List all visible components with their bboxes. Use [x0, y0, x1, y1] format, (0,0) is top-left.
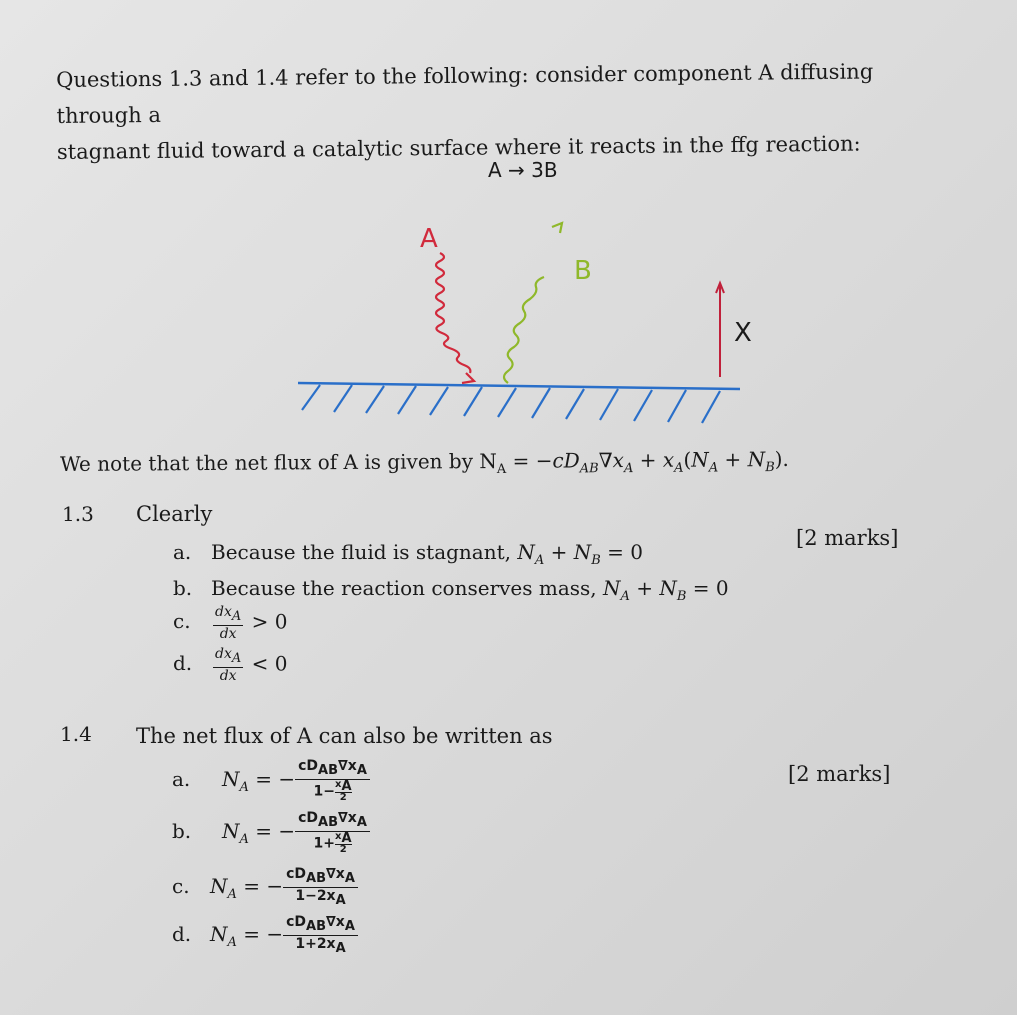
question-1-4-option-c[interactable]: c. $N_A$ = − $\frac{cD_{AB}\nabla x_A}{1-2x_A}$	[172, 866, 358, 909]
catalytic-surface-line	[298, 383, 740, 389]
option-a-label: a.	[173, 540, 192, 564]
net-flux-note-formula: = $-cD_{AB}\nabla x_A + x_A(N_A + N_B)$.	[512, 446, 789, 477]
question-1-3-number: 1.3	[62, 502, 94, 526]
intro-line-1: Questions 1.3 and 1.4 refer to the following: consider component A diffusing through a	[56, 59, 874, 128]
question-1-4-number: 1.4	[60, 722, 92, 746]
intro-line-2: stagnant fluid toward a catalytic surface where it reacts in the ffg reaction:	[56, 131, 861, 164]
question-1-4-marks: [2 marks]	[788, 762, 891, 786]
option-c-label: c.	[172, 873, 190, 898]
intro-text	[56, 53, 957, 170]
question-1-3-option-a[interactable]: a. Because the fluid is stagnant, $N_A + N_B = 0$	[173, 540, 644, 568]
option-c-label: c.	[173, 609, 191, 634]
question-1-3-option-d[interactable]	[173, 646, 287, 684]
option-c-relation: > 0	[251, 609, 288, 634]
option-b-text: Because the reaction conserves mass,	[211, 576, 597, 600]
flux-fraction-d: $\frac{cD_{AB}\nabla x_A}{1+2x_A}$	[283, 914, 358, 957]
species-b-arrowhead	[552, 223, 562, 233]
x-axis-label: X	[734, 318, 752, 348]
question-1-3-option-c[interactable]	[173, 604, 287, 642]
question-1-3-title: Clearly	[136, 502, 213, 526]
question-1-3-marks: [2 marks]	[796, 526, 899, 550]
species-b-label: B	[574, 256, 592, 286]
catalytic-surface-diagram	[290, 215, 750, 430]
dxa-dx-fraction: $\frac{dx_A}{dx}$	[215, 646, 242, 684]
option-a-label: a.	[172, 766, 191, 791]
question-1-4-title: The net flux of A can also be written as	[136, 724, 553, 748]
question-1-4-option-d[interactable]: d. $N_A$ = − $\frac{cD_{AB}\nabla x_A}{1+2x_A}$	[172, 914, 358, 957]
species-a-wave	[436, 253, 470, 373]
net-flux-note-text: We note that the net flux of A is given by N	[60, 448, 497, 476]
reaction-equation: A → 3B	[488, 158, 558, 182]
dxa-dx-fraction: $\frac{dx_A}{dx}$	[215, 604, 242, 642]
net-flux-note: We note that the net flux of A is given by $N_A = -cD_{AB}\nabla x_A + x_A(N_A + N_B)$.	[60, 446, 789, 477]
surface-hatching	[302, 385, 720, 423]
option-b-label: b.	[173, 576, 193, 600]
flux-fraction-a: $cD_{AB}\nabla x_A$ 1− $\frac{x_A}{2}$	[295, 758, 370, 803]
option-a-text: Because the fluid is stagnant,	[211, 540, 512, 564]
species-b-wave	[504, 277, 544, 383]
question-1-3-option-b[interactable]: b. Because the reaction conserves mass, $N_A + N_B = 0$	[173, 576, 729, 604]
option-b-label: b.	[172, 818, 192, 843]
flux-fraction-c: $\frac{cD_{AB}\nabla x_A}{1-2x_A}$	[283, 866, 358, 909]
question-1-4-option-a[interactable]: a. $N_A$ = − $cD_{AB}\nabla x_A$ 1− $\frac{x_A}{2}$	[172, 758, 370, 803]
option-d-label: d.	[173, 651, 193, 676]
species-a-arrowhead	[462, 373, 474, 383]
question-1-4-option-b[interactable]: b. $N_A$ = − $cD_{AB}\nabla x_A$ 1+ $\frac{x_A}{2}$	[172, 810, 370, 855]
option-d-relation: < 0	[251, 651, 288, 676]
option-d-label: d.	[172, 921, 192, 946]
species-a-label: A	[420, 224, 438, 254]
flux-fraction-b: $cD_{AB}\nabla x_A$ 1+ $\frac{x_A}{2}$	[295, 810, 370, 855]
